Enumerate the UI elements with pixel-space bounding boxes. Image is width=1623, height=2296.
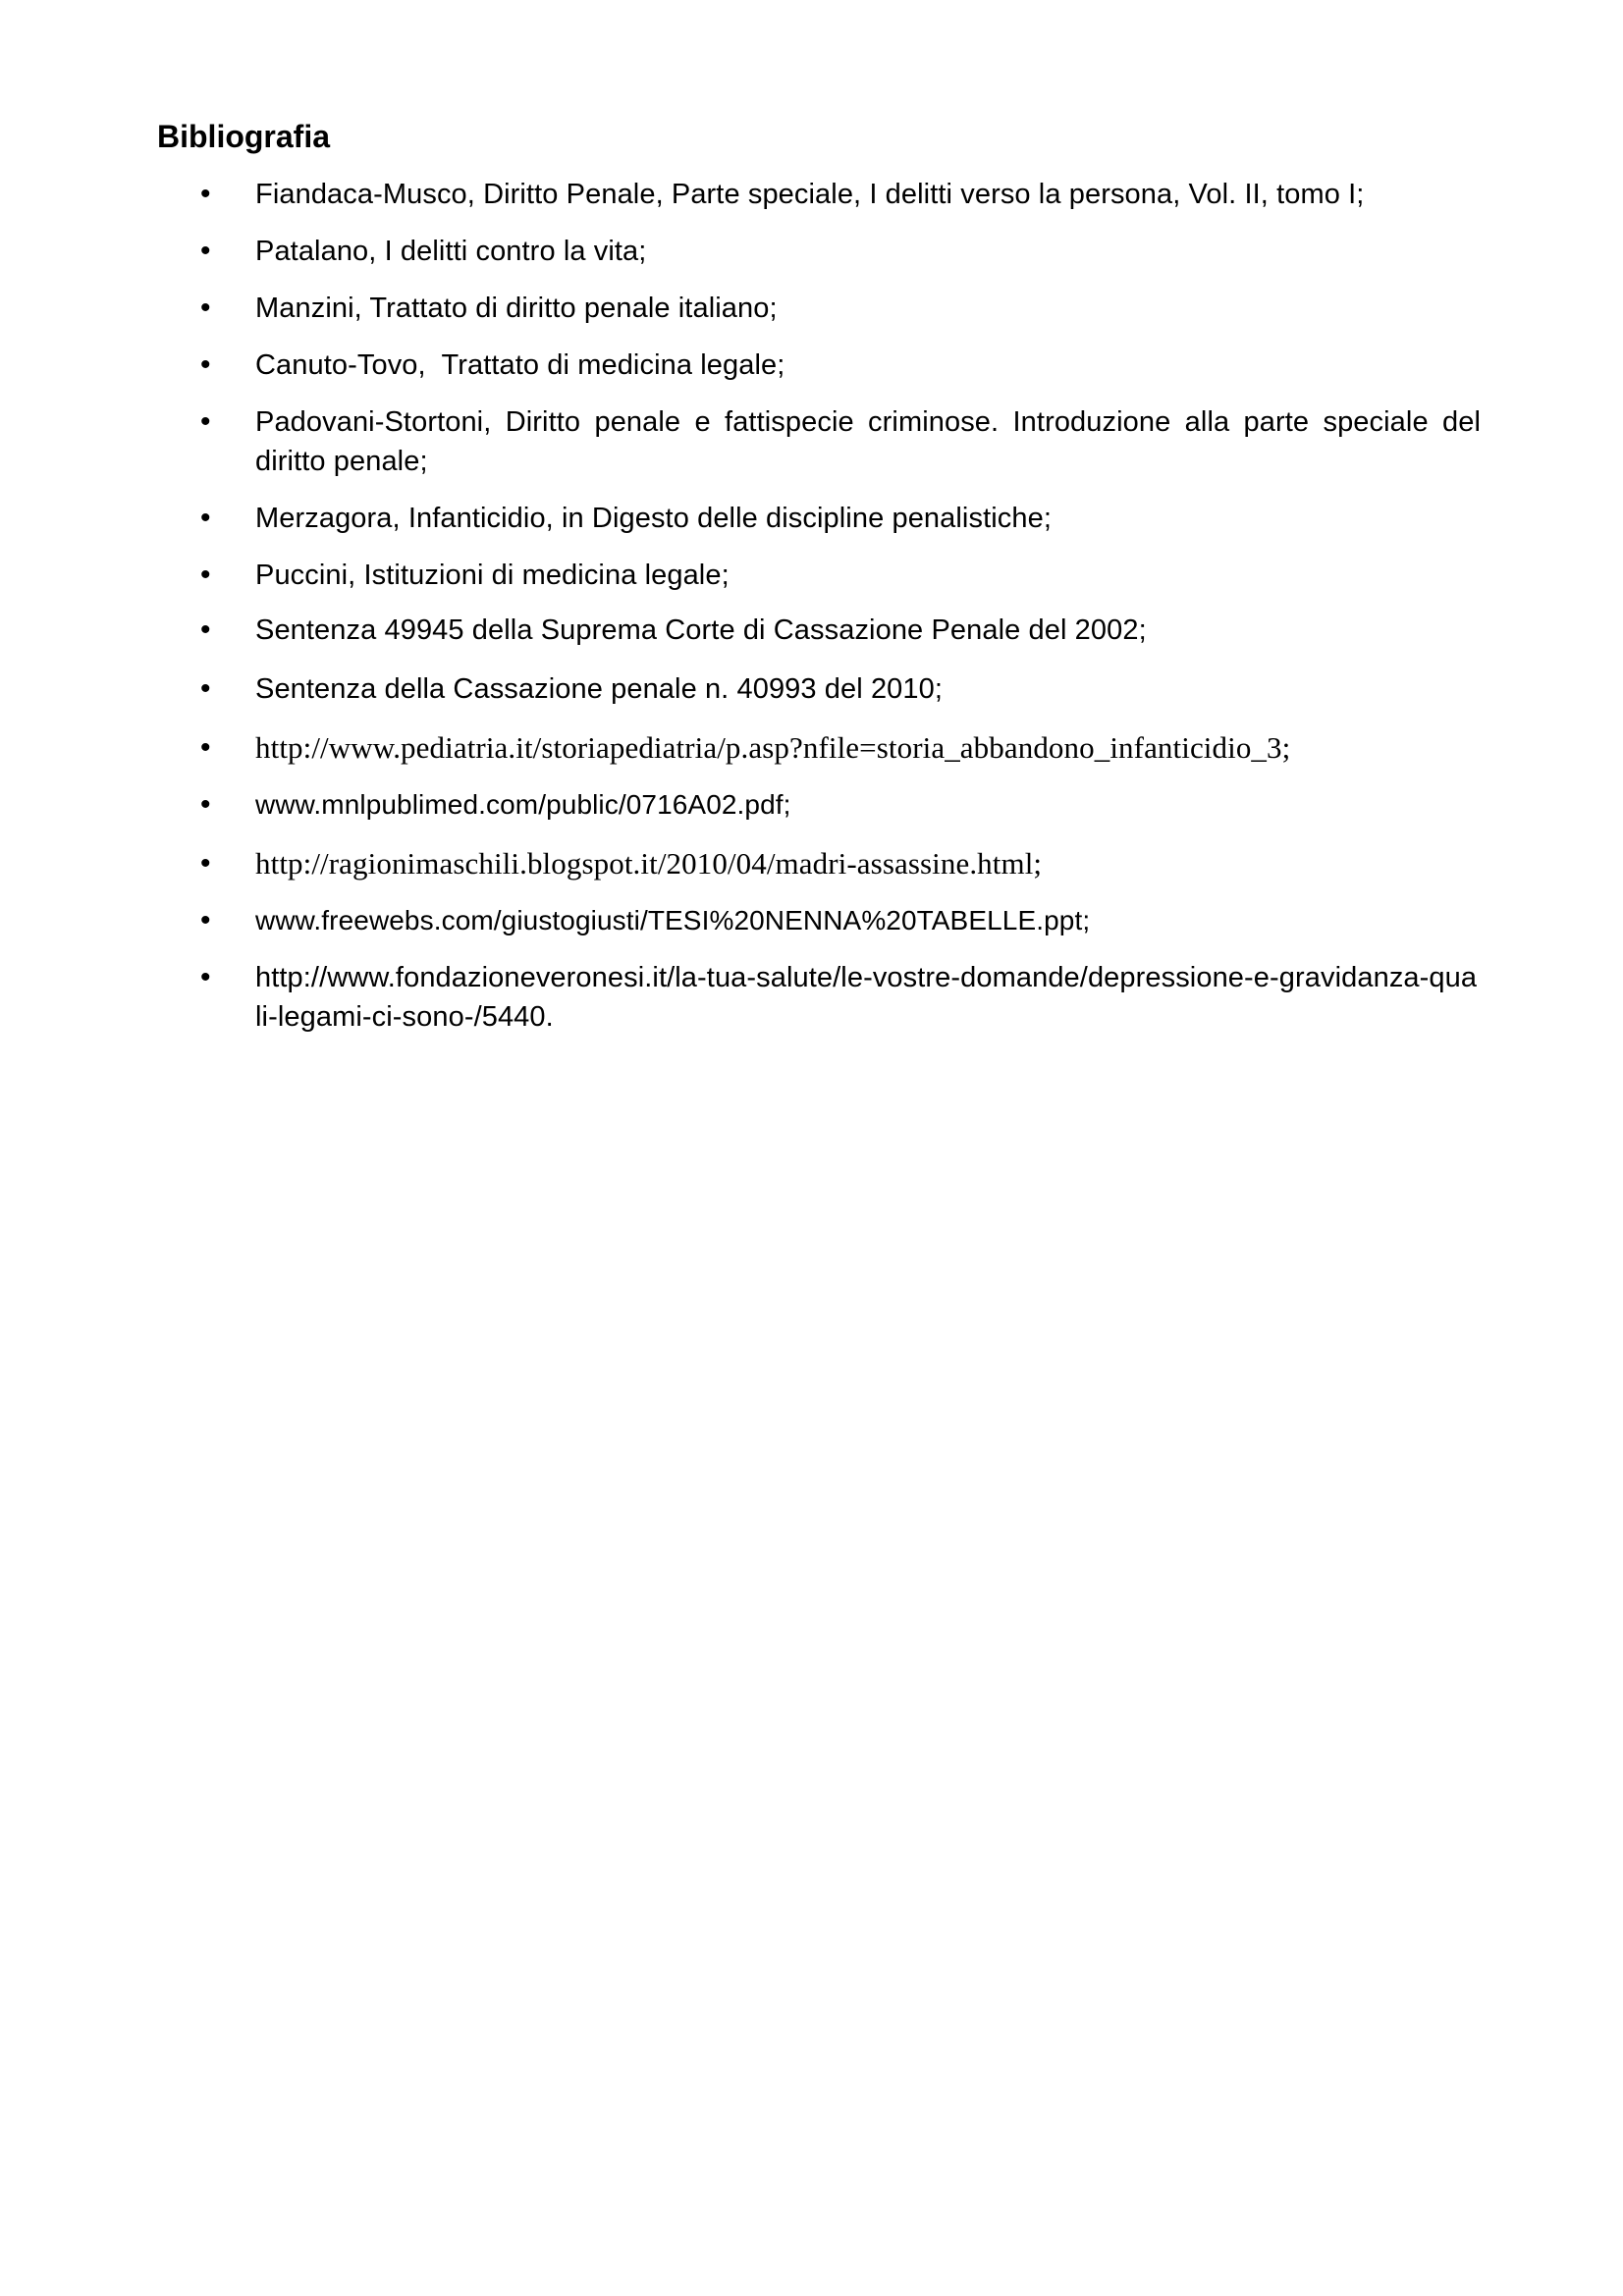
bibliography-entry-text: Puccini, Istituzioni di medicina legale; (255, 560, 730, 591)
bibliography-entry-text: Fiandaca-Musco, Diritto Penale, Parte speciale, I delitti verso la persona, Vol. II, tomo I; (255, 179, 1365, 210)
bullet-icon: • (200, 961, 211, 993)
bullet-icon: • (200, 178, 211, 210)
bullet-icon: • (200, 559, 211, 591)
bibliography-entry-text: http://www.fondazioneveronesi.it/la-tua-salute/le-vostre-domande/depressione-e-gravidanza-quali-legami-ci-sono-/5440. (255, 962, 1478, 1033)
bullet-icon: • (200, 292, 211, 324)
bibliography-entry-text: Merzagora, Infanticidio, in Digesto delle discipline penalistiche; (255, 503, 1052, 534)
bibliography-entry-text: http://www.pediatria.it/storiapediatria/p.asp?nfile=storia_abbandono_infanticidio_3; (255, 730, 1291, 765)
bullet-icon: • (200, 614, 211, 646)
bullet-icon: • (200, 502, 211, 534)
bullet-icon: • (200, 788, 211, 821)
bibliography-entry-text: http://ragionimaschili.blogspot.it/2010/04/madri-assassine.html; (255, 846, 1043, 881)
bibliography-entry-text: Canuto-Tovo, Trattato di medicina legale; (255, 349, 785, 381)
bibliography-entry-text: Manzini, Trattato di diritto penale italiano; (255, 293, 778, 324)
bullet-icon: • (200, 847, 211, 880)
bibliography-heading: Bibliografia (157, 119, 331, 154)
bibliography-entry-text: Patalano, I delitti contro la vita; (255, 236, 647, 267)
bibliography-entry-text: Sentenza della Cassazione penale n. 40993 del 2010; (255, 673, 944, 705)
bullet-icon: • (200, 235, 211, 267)
bullet-icon: • (200, 731, 211, 764)
bullet-icon: • (200, 348, 211, 381)
bibliography-entry-text: www.mnlpublimed.com/public/0716A02.pdf; (255, 789, 791, 820)
bullet-icon: • (200, 405, 211, 438)
bibliography-entry-text: Padovani-Stortoni, Diritto penale e fattispecie criminose. Introduzione alla parte speciale del diritto penale; (255, 406, 1481, 477)
bibliography-entry-text: www.freewebs.com/giustogiusti/TESI%20NENNA%20TABELLE.ppt; (255, 905, 1091, 935)
bullet-icon: • (200, 904, 211, 936)
bullet-icon: • (200, 672, 211, 705)
bibliography-entry-text: Sentenza 49945 della Suprema Corte di Cassazione Penale del 2002; (255, 614, 1147, 646)
